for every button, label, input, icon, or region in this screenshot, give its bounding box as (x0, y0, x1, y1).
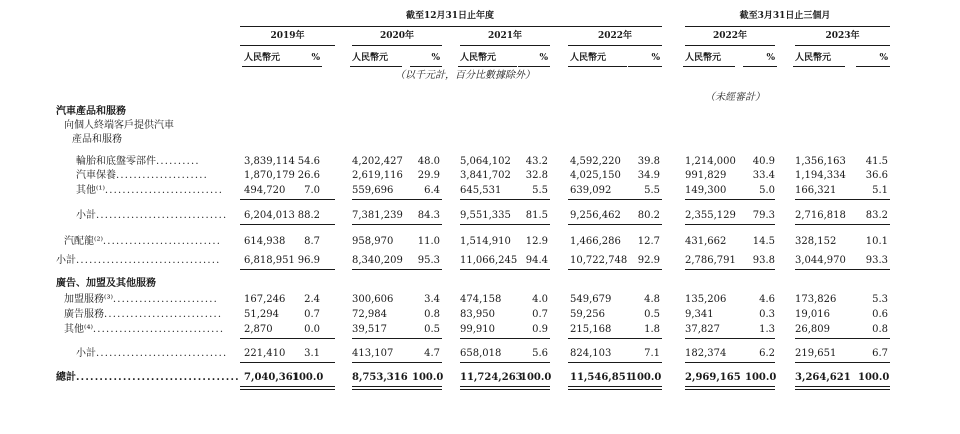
cell-amount: 991,829 (685, 170, 727, 181)
cell-amount: 1,466,286 (570, 236, 621, 247)
cell-amount: 1,214,000 (685, 156, 736, 167)
cell-percent: 54.6 (297, 156, 320, 167)
cell-percent: 0.0 (304, 324, 320, 335)
cell-percent: 95.3 (417, 255, 440, 266)
cell-amount: 1,356,163 (795, 156, 846, 167)
cell-percent: 100.0 (630, 372, 662, 383)
cell-amount: 39,517 (352, 324, 387, 335)
row-label: 汽配龍⁽²⁾........................... (64, 236, 222, 247)
cell-percent: 12.7 (637, 236, 660, 247)
cell-percent: 7.1 (644, 348, 660, 359)
cell-amount: 614,938 (244, 236, 286, 247)
cell-percent: 6.7 (872, 348, 888, 359)
cell-percent: 0.6 (872, 309, 888, 320)
cell-percent: 79.3 (752, 210, 775, 221)
cell-amount: 658,018 (460, 348, 502, 359)
cell-percent: 96.9 (297, 255, 320, 266)
cell-amount: 645,531 (460, 185, 502, 196)
cell-percent: 83.2 (865, 210, 888, 221)
cell-amount: 7,381,239 (352, 210, 403, 221)
cell-percent: 39.8 (637, 156, 660, 167)
cell-amount: 431,662 (685, 236, 727, 247)
cell-amount: 37,827 (685, 324, 720, 335)
cell-percent: 93.8 (752, 255, 775, 266)
col-rmb-header: 人民幣元 (244, 53, 281, 63)
row-label: 小計.............................. (76, 348, 228, 359)
cell-amount: 221,410 (244, 348, 286, 359)
cell-percent: 3.1 (304, 348, 320, 359)
cell-amount: 5,064,102 (460, 156, 511, 167)
cell-percent: 1.8 (644, 324, 660, 335)
cell-amount: 2,716,818 (795, 210, 846, 221)
cell-amount: 2,786,791 (685, 255, 736, 266)
cell-percent: 92.9 (637, 255, 660, 266)
cell-percent: 11.0 (417, 236, 440, 247)
section-auto-sub: 產品和服務 (72, 134, 122, 145)
year-2023-q: 2023年 (825, 31, 860, 41)
cell-percent: 48.0 (417, 156, 440, 167)
cell-percent: 0.9 (532, 324, 548, 335)
cell-amount: 7,040,361 (244, 372, 300, 383)
cell-amount: 3,841,702 (460, 170, 511, 181)
year-2022: 2022年 (597, 31, 633, 41)
cell-percent: 2.4 (304, 294, 320, 305)
cell-amount: 9,341 (685, 309, 714, 320)
unaudited-note: （未經審計） (705, 92, 765, 103)
row-label: 小計.............................. (76, 210, 228, 221)
cell-amount: 219,651 (795, 348, 837, 359)
cell-percent: 0.5 (424, 324, 440, 335)
cell-percent: 0.5 (644, 309, 660, 320)
cell-percent: 88.2 (297, 210, 320, 221)
cell-amount: 1,194,334 (795, 170, 846, 181)
cell-percent: 5.1 (872, 185, 888, 196)
cell-percent: 5.5 (644, 185, 660, 196)
cell-amount: 149,300 (685, 185, 727, 196)
cell-percent: 0.3 (759, 309, 775, 320)
cell-amount: 4,202,427 (352, 156, 403, 167)
row-label: 小計................................. (56, 255, 221, 266)
cell-amount: 9,256,462 (570, 210, 621, 221)
cell-percent: 6.4 (424, 185, 440, 196)
cell-percent: 40.9 (752, 156, 775, 167)
cell-amount: 19,016 (795, 309, 830, 320)
cell-amount: 215,168 (570, 324, 612, 335)
row-label: 加盟服務⁽³⁾........................ (64, 294, 219, 305)
cell-amount: 11,546,851 (570, 372, 633, 383)
cell-percent: 0.7 (532, 309, 548, 320)
cell-amount: 2,619,116 (352, 170, 403, 181)
cell-percent: 32.8 (525, 170, 548, 181)
cell-amount: 824,103 (570, 348, 612, 359)
period-fy-header: 截至12月31日止年度 (405, 11, 495, 21)
cell-amount: 559,696 (352, 185, 394, 196)
cell-amount: 135,206 (685, 294, 727, 305)
cell-percent: 6.2 (759, 348, 775, 359)
cell-percent: 12.9 (525, 236, 548, 247)
cell-percent: 0.7 (304, 309, 320, 320)
cell-amount: 474,158 (460, 294, 502, 305)
cell-amount: 8,340,209 (352, 255, 403, 266)
cell-amount: 2,969,165 (685, 372, 741, 383)
col-rmb-header: 人民幣元 (352, 53, 389, 63)
cell-amount: 83,950 (460, 309, 495, 320)
cell-percent: 100.0 (520, 372, 552, 383)
cell-amount: 9,551,335 (460, 210, 511, 221)
cell-amount: 549,679 (570, 294, 612, 305)
section-ads: 廣告、加盟及其他服務 (56, 278, 156, 289)
cell-amount: 99,910 (460, 324, 495, 335)
row-label: 其他⁽¹⁾........................... (76, 185, 224, 196)
cell-percent: 5.0 (759, 185, 775, 196)
cell-amount: 182,374 (685, 348, 727, 359)
year-2022-q: 2022年 (712, 31, 748, 41)
cell-amount: 10,722,748 (570, 255, 628, 266)
cell-percent: 36.6 (865, 170, 888, 181)
cell-amount: 3,264,621 (795, 372, 851, 383)
cell-percent: 100.0 (412, 372, 444, 383)
cell-amount: 494,720 (244, 185, 286, 196)
section-auto: 汽車產品和服務 (56, 106, 126, 117)
row-label: 輪胎和底盤零部件.......... (76, 156, 200, 167)
col-pct-header: % (879, 53, 888, 63)
cell-percent: 4.7 (424, 348, 440, 359)
cell-amount: 413,107 (352, 348, 394, 359)
row-label: 汽車保養..................... (76, 170, 208, 181)
col-rmb-header: 人民幣元 (570, 53, 607, 63)
cell-amount: 4,025,150 (570, 170, 621, 181)
cell-percent: 94.4 (525, 255, 548, 266)
cell-percent: 4.8 (644, 294, 660, 305)
cell-amount: 8,753,316 (352, 372, 408, 383)
cell-amount: 11,724,263 (460, 372, 523, 383)
col-rmb-header: 人民幣元 (795, 53, 832, 63)
cell-amount: 328,152 (795, 236, 837, 247)
col-pct-header: % (766, 53, 775, 63)
section-auto-sub: 向個人終端客戶提供汽車 (64, 120, 174, 131)
year-2020: 2020年 (379, 31, 415, 41)
cell-percent: 43.2 (525, 156, 548, 167)
col-pct-header: % (431, 53, 440, 63)
year-2021: 2021年 (487, 31, 523, 41)
col-rmb-header: 人民幣元 (685, 53, 722, 63)
cell-amount: 300,606 (352, 294, 394, 305)
rule (240, 26, 662, 27)
cell-amount: 51,294 (244, 309, 279, 320)
cell-amount: 2,870 (244, 324, 273, 335)
cell-percent: 5.3 (872, 294, 888, 305)
rule (685, 26, 890, 27)
cell-percent: 81.5 (525, 210, 548, 221)
cell-percent: 5.5 (532, 185, 548, 196)
period-q-header: 截至3月31日止三個月 (739, 11, 831, 21)
cell-percent: 0.8 (424, 309, 440, 320)
cell-amount: 6,204,013 (244, 210, 295, 221)
cell-amount: 167,246 (244, 294, 286, 305)
col-pct-header: % (651, 53, 660, 63)
cell-amount: 3,839,114 (244, 156, 295, 167)
row-label: 總計................................... (56, 372, 240, 383)
cell-percent: 93.3 (865, 255, 888, 266)
cell-amount: 59,256 (570, 309, 605, 320)
cell-percent: 0.8 (872, 324, 888, 335)
cell-percent: 100.0 (745, 372, 777, 383)
cell-amount: 72,984 (352, 309, 387, 320)
cell-amount: 958,970 (352, 236, 394, 247)
cell-percent: 34.9 (637, 170, 660, 181)
cell-amount: 1,870,179 (244, 170, 295, 181)
cell-percent: 84.3 (417, 210, 440, 221)
cell-percent: 1.3 (759, 324, 775, 335)
cell-amount: 3,044,970 (795, 255, 846, 266)
cell-percent: 26.6 (297, 170, 320, 181)
col-pct-header: % (311, 53, 320, 63)
cell-percent: 3.4 (424, 294, 440, 305)
cell-amount: 11,066,245 (460, 255, 518, 266)
cell-percent: 100.0 (858, 372, 890, 383)
cell-percent: 10.1 (865, 236, 888, 247)
cell-percent: 100.0 (292, 372, 324, 383)
cell-amount: 166,321 (795, 185, 837, 196)
year-2019: 2019年 (270, 31, 305, 41)
cell-amount: 2,355,129 (685, 210, 736, 221)
col-rmb-header: 人民幣元 (460, 53, 497, 63)
cell-amount: 6,818,951 (244, 255, 295, 266)
cell-percent: 29.9 (417, 170, 440, 181)
cell-percent: 8.7 (304, 236, 320, 247)
row-label: 其他⁽⁴⁾.............................. (64, 324, 225, 335)
cell-percent: 41.5 (865, 156, 888, 167)
cell-percent: 4.0 (532, 294, 548, 305)
cell-percent: 4.6 (759, 294, 775, 305)
units-note: （以千元計，百分比數據除外） (395, 70, 535, 81)
col-pct-header: % (539, 53, 548, 63)
cell-percent: 5.6 (532, 348, 548, 359)
cell-amount: 639,092 (570, 185, 612, 196)
cell-percent: 14.5 (752, 236, 775, 247)
cell-percent: 80.2 (637, 210, 660, 221)
row-label: 廣告服務........................... (64, 309, 223, 320)
cell-amount: 26,809 (795, 324, 830, 335)
cell-amount: 1,514,910 (460, 236, 511, 247)
cell-percent: 33.4 (752, 170, 775, 181)
cell-amount: 4,592,220 (570, 156, 621, 167)
cell-amount: 173,826 (795, 294, 837, 305)
cell-percent: 7.0 (304, 185, 320, 196)
